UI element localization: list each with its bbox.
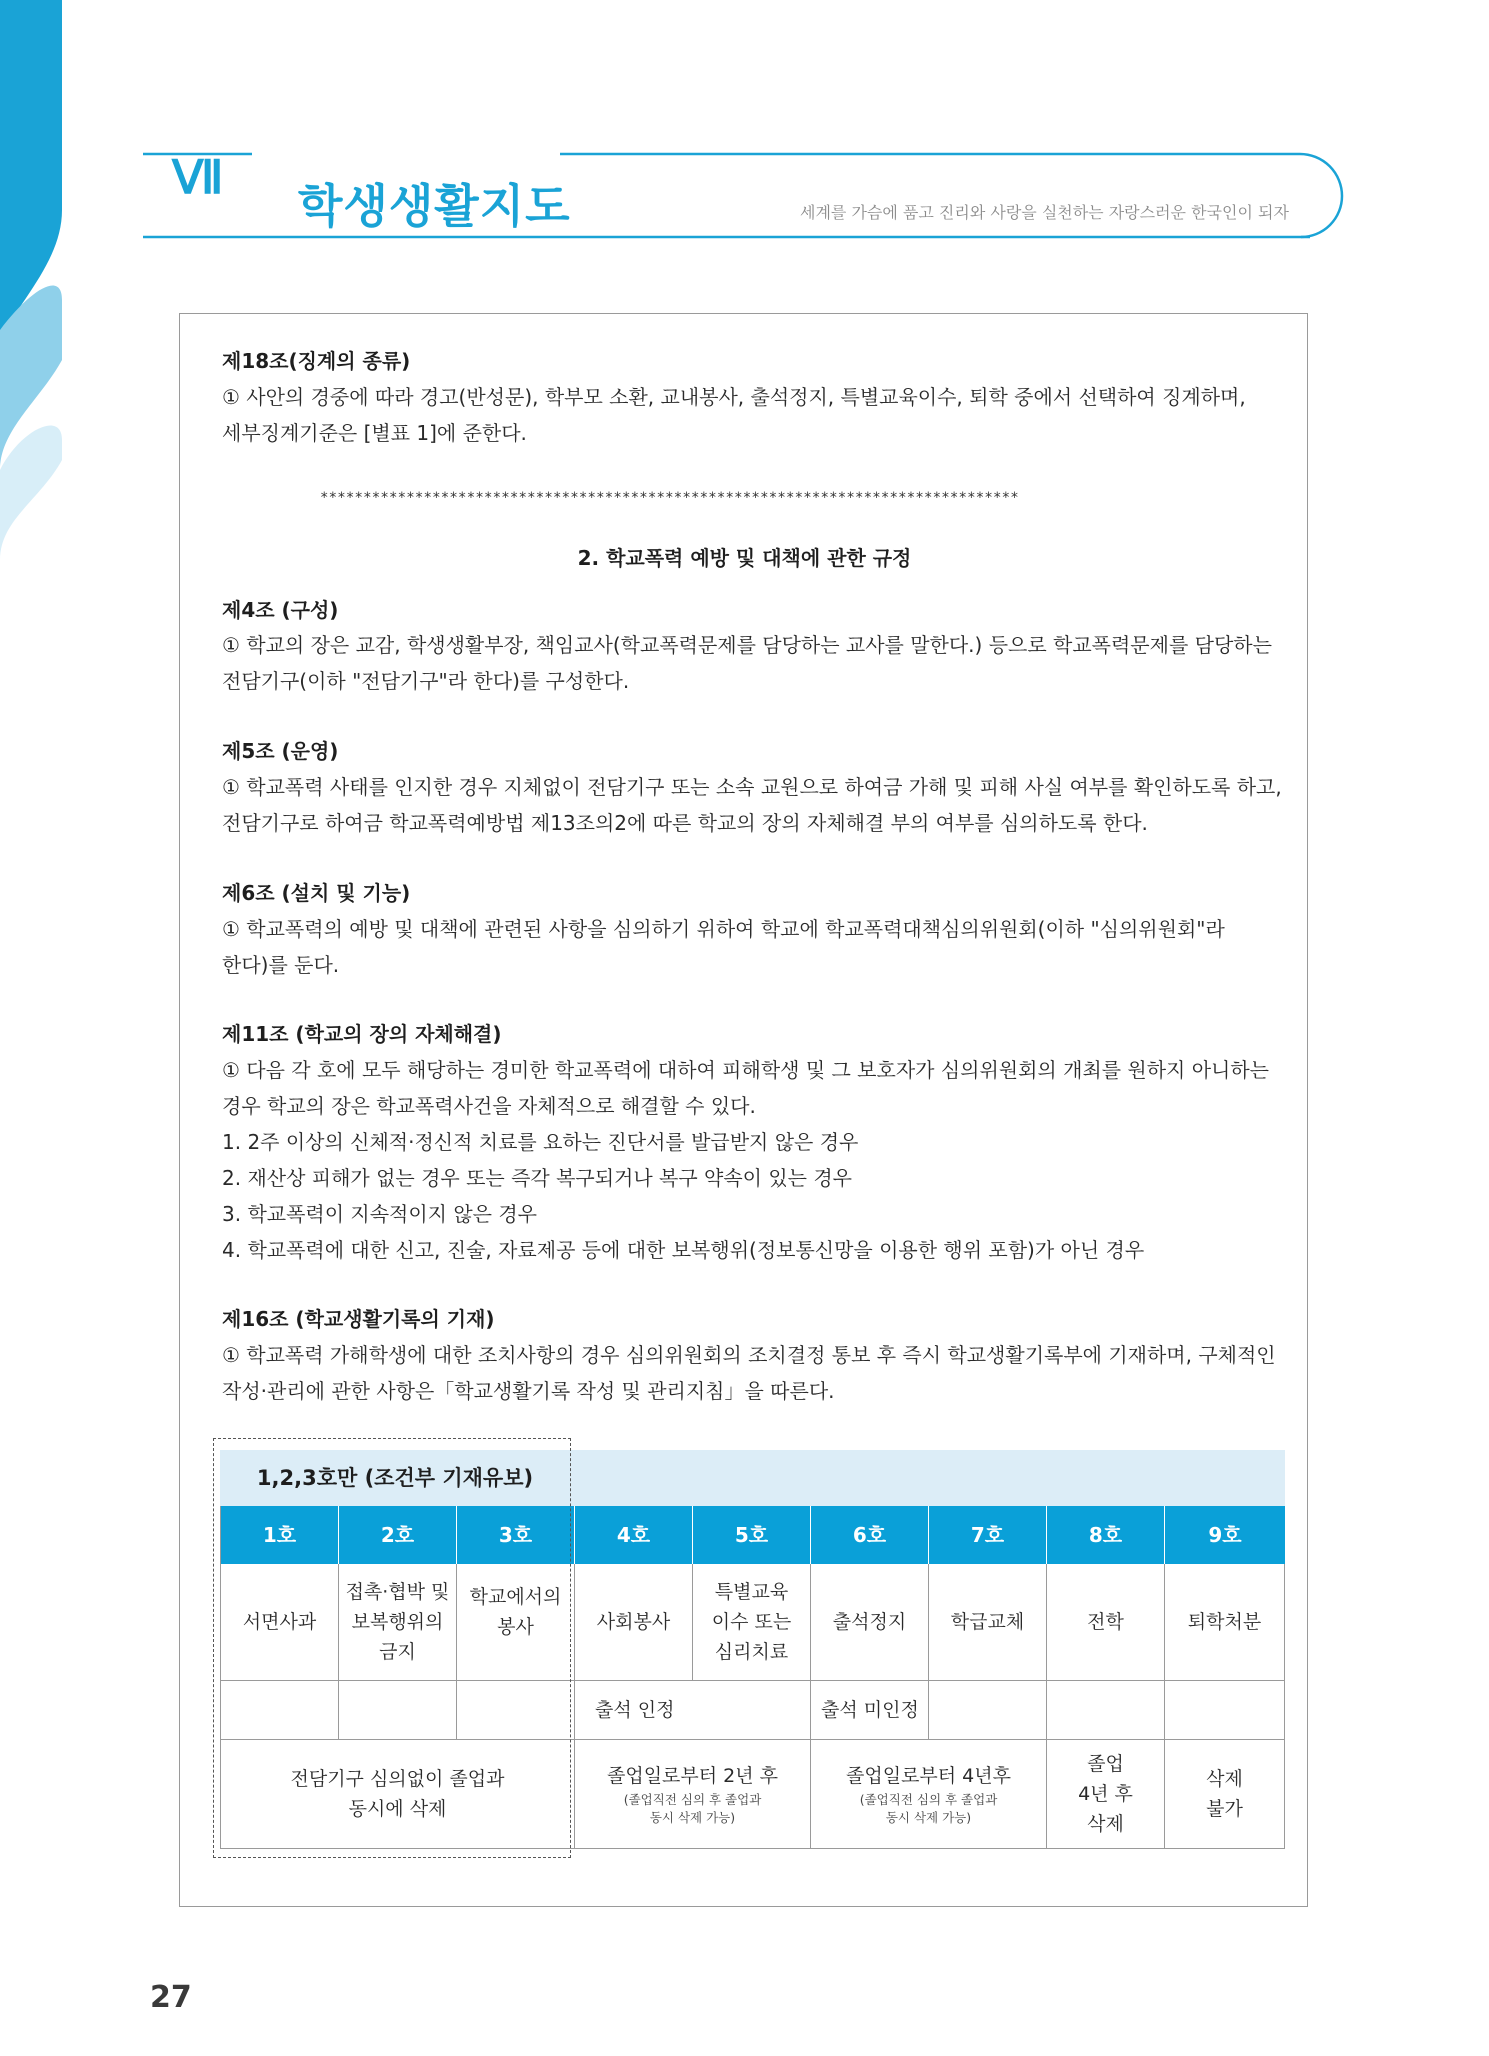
measure-cell: 출석정지	[811, 1564, 929, 1681]
section-title: 2. 학교폭력 예방 및 대책에 관한 규정	[577, 546, 912, 570]
article18-line2: 세부징계기준은 [별표 1]에 준한다.	[222, 421, 527, 445]
header-cell: 7호	[929, 1506, 1047, 1564]
article11-item: 3. 학교폭력이 지속적이지 않은 경우	[222, 1202, 537, 1226]
deletion-cell	[575, 1740, 811, 1849]
deletion-line: 졸업일로부터 4년후	[846, 1765, 1011, 1787]
article16-title: 제16조 (학교생활기록의 기재)	[222, 1307, 495, 1331]
deletion-line: 4년 후	[1078, 1783, 1133, 1805]
conditional-group-frame	[213, 1438, 571, 1858]
article16-line2: 작성·관리에 관한 사항은「학교생활기록 작성 및 관리지침」을 따른다.	[222, 1379, 835, 1403]
deletion-note: (졸업직전 심의 후 졸업과	[623, 1792, 762, 1807]
measure-line: 봉사	[497, 1616, 534, 1638]
header-cell: 5호	[693, 1506, 811, 1564]
header-cell: 8호	[1047, 1506, 1165, 1564]
measure-line: 보복행위의	[351, 1611, 444, 1633]
article6-line1: ① 학교폭력의 예방 및 대책에 관련된 사항을 심의하기 위하여 학교에 학교폭력대책심의위원회(이하 "심의위원회"라	[222, 917, 1225, 941]
attendance-cell-empty	[929, 1681, 1047, 1740]
measure-line: 접촉·협박 및	[345, 1581, 450, 1603]
header-cell: 9호	[1165, 1506, 1285, 1564]
header-cell: 2호	[339, 1506, 457, 1564]
chapter-number: Ⅶ	[172, 152, 223, 203]
deletion-note: 동시 삭제 가능)	[649, 1810, 736, 1825]
attendance-not-recognized: 출석 미인정	[811, 1681, 929, 1740]
measure-line: 학교에서의	[469, 1586, 562, 1608]
measure-line: 심리치료	[714, 1641, 789, 1663]
deletion-cell	[1165, 1740, 1285, 1849]
header-cell: 6호	[811, 1506, 929, 1564]
measure-cell: 사회봉사	[575, 1564, 693, 1681]
article5-line2: 전담기구로 하여금 학교폭력예방법 제13조의2에 따른 학교의 장의 자체해결 부의 여부를 심의하도록 한다.	[222, 811, 1148, 835]
article5-title: 제5조 (운영)	[222, 739, 339, 763]
deletion-line: 삭제	[1087, 1813, 1124, 1835]
deletion-note: 동시 삭제 가능)	[885, 1810, 972, 1825]
deletion-line: 동시에 삭제	[348, 1798, 447, 1820]
chapter-motto: 세계를 가슴에 품고 진리와 사랑을 실천하는 자랑스러운 한국인이 되자	[800, 203, 1289, 222]
measure-cell: 전학	[1047, 1564, 1165, 1681]
article4-line1: ① 학교의 장은 교감, 학생생활부장, 책임교사(학교폭력문제를 담당하는 교사를 말한다.) 등으로 학교폭력문제를 담당하는	[222, 633, 1272, 657]
page-number: 27	[150, 1980, 192, 2015]
condition-label: 1,2,3호만 (조건부 기재유보)	[256, 1466, 534, 1490]
article18-title: 제18조(징계의 종류)	[222, 349, 411, 373]
article5-line1: ① 학교폭력 사태를 인지한 경우 지체없이 전담기구 또는 소속 교원으로 하여금 가해 및 피해 사실 여부를 확인하도록 하고,	[222, 775, 1282, 799]
attendance-recognized: 출석 인정	[575, 1681, 811, 1740]
deletion-line: 삭제	[1206, 1768, 1243, 1790]
deletion-line: 졸업	[1087, 1753, 1124, 1775]
header-cell: 3호	[457, 1506, 575, 1564]
article6-line2: 한다)를 둔다.	[222, 953, 340, 977]
deletion-cell	[811, 1740, 1047, 1849]
measure-line: 특별교육	[714, 1581, 789, 1603]
measure-cell: 퇴학처분	[1165, 1564, 1285, 1681]
deletion-line: 불가	[1206, 1798, 1243, 1820]
deletion-note: (졸업직전 심의 후 졸업과	[859, 1792, 998, 1807]
deletion-line: 졸업일로부터 2년 후	[607, 1765, 778, 1787]
deletion-cell	[1047, 1740, 1165, 1849]
article6-title: 제6조 (설치 및 기능)	[222, 881, 411, 905]
measure-cell: 서면사과	[221, 1564, 339, 1681]
separator-line: *********************************************************************************	[320, 490, 1019, 506]
article11-item: 2. 재산상 피해가 없는 경우 또는 즉각 복구되거나 복구 약속이 있는 경우	[222, 1166, 852, 1190]
header-cell: 1호	[221, 1506, 339, 1564]
article11-item: 4. 학교폭력에 대한 신고, 진술, 자료제공 등에 대한 보복행위(정보통신망을 이용한 행위 포함)가 아닌 경우	[222, 1238, 1145, 1262]
article11-title: 제11조 (학교의 장의 자체해결)	[222, 1022, 502, 1046]
article4-line2: 전담기구(이하 "전담기구"라 한다)를 구성한다.	[222, 669, 630, 693]
measure-cell: 학급교체	[929, 1564, 1047, 1681]
article11-item: 1. 2주 이상의 신체적·정신적 치료를 요하는 진단서를 발급받지 않은 경우	[222, 1130, 859, 1154]
deletion-line: 전담기구 심의없이 졸업과	[290, 1768, 505, 1790]
measure-line: 이수 또는	[711, 1611, 792, 1633]
measure-line: 금지	[379, 1641, 416, 1663]
attendance-cell-empty	[1165, 1681, 1285, 1740]
article11-line1: ① 다음 각 호에 모두 해당하는 경미한 학교폭력에 대하여 피해학생 및 그 보호자가 심의위원회의 개최를 원하지 아니하는	[222, 1058, 1270, 1082]
chapter-title: 학생생활지도	[298, 179, 571, 233]
chapter-header	[0, 0, 1489, 260]
article11-line2: 경우 학교의 장은 학교폭력사건을 자체적으로 해결할 수 있다.	[222, 1094, 756, 1118]
header-cell: 4호	[575, 1506, 693, 1564]
article16-line1: ① 학교폭력 가해학생에 대한 조치사항의 경우 심의위원회의 조치결정 통보 후 즉시 학교생활기록부에 기재하며, 구체적인	[222, 1343, 1276, 1367]
attendance-cell-empty	[1047, 1681, 1165, 1740]
article4-title: 제4조 (구성)	[222, 598, 339, 622]
measure-cell	[693, 1564, 811, 1681]
article18-line1: ① 사안의 경중에 따라 경고(반성문), 학부모 소환, 교내봉사, 출석정지, 특별교육이수, 퇴학 중에서 선택하여 징계하며,	[222, 385, 1246, 409]
